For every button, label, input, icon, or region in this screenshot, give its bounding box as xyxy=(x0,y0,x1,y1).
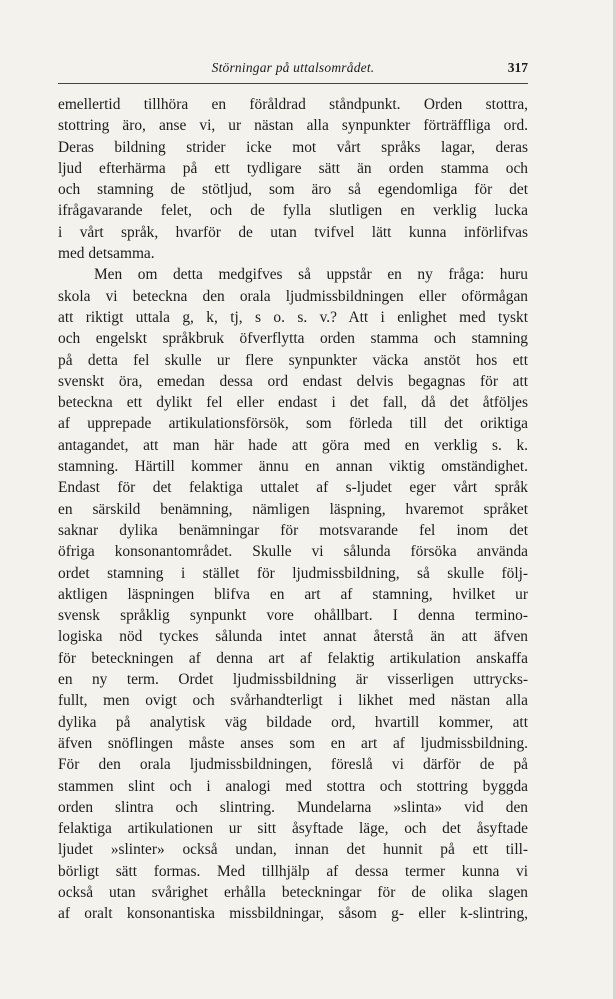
text-line: ifrågavarande felet, och de fylla slutligen en verklig lucka xyxy=(58,202,528,220)
text-line: börligt sätt formas. Med tillhjälp af dessa termer kunna vi xyxy=(58,862,528,880)
body-text xyxy=(58,94,528,925)
text-line: öfriga konsonantområdet. Skulle vi sålunda försöka använda xyxy=(58,543,528,561)
text-line: saknar dylika benämningar för motsvarande fel inom det xyxy=(58,521,528,539)
text-line: emellertid tillhöra en föråldrad ståndpunkt. Orden stottra, xyxy=(58,96,528,113)
text-line: ljudet »slinter» också undan, innan det hunnit på ett till- xyxy=(58,841,528,859)
text-line: Endast för det felaktiga uttalet af s-ljudet eger vårt språk xyxy=(58,479,528,497)
text-line: felaktiga artikulationen ur sitt åsyftade läge, och det åsyftade xyxy=(58,820,528,838)
text-line: fullt, men ovigt och svårhandterligt i likhet med nästan alla xyxy=(58,692,528,710)
text-line: aktligen läspningen blifva en art af stamning, hvilket ur xyxy=(58,585,528,603)
text-line: svenskt öra, emedan dessa ord endast delvis begagnas för att xyxy=(58,372,528,390)
text-line: på detta fel skulle ur flere synpunkter väcka anstöt hos ett xyxy=(58,351,528,369)
text-line: Deras bildning strider icke mot vårt språks lagar, deras xyxy=(58,138,528,156)
text-line: För den orala ljudmissbildningen, föreslå vi därför de på xyxy=(58,756,528,774)
text-line: svensk språklig synpunkt vore ohållbart. I denna termino- xyxy=(58,607,528,625)
text-line: med detsamma. xyxy=(58,245,155,263)
text-line: en särskild benämning, nämligen läspning, hvaremot språket xyxy=(58,500,528,518)
text-line: ljud efterhärma på ett tydligare sätt än orden stamma och xyxy=(58,159,528,177)
text-line: logiska nöd tyckes sålunda intet annat återstå än att äfven xyxy=(58,628,528,646)
text-line: Men om detta medgifves så uppstår en ny fråga: huru xyxy=(94,266,528,284)
text-line: beteckna ett dylikt fel eller endast i det fall, då det åtföljes xyxy=(58,394,528,412)
page-number: 317 xyxy=(507,60,528,75)
text-line: af upprepade artikulationsförsök, som förleda till det oriktiga xyxy=(58,415,528,433)
text-line: och stamning de stötljud, som äro så egendomliga för det xyxy=(58,181,528,199)
text-line: antagandet, att man här hade att göra med en verklig s. k. xyxy=(58,436,528,454)
text-line: en ny term. Ordet ljudmissbildning är visserligen uttrycks- xyxy=(58,671,528,689)
page-header xyxy=(58,60,528,82)
text-line: stamning. Härtill kommer ännu en annan viktig omständighet. xyxy=(58,458,528,476)
text-line: dylika på analytisk väg bildade ord, hvartill kommer, att xyxy=(58,713,528,731)
text-line: och engelskt språkbruk öfverflytta orden stamma och stamning xyxy=(58,330,528,348)
header-rule xyxy=(58,83,528,84)
text-line: för beteckningen af denna art af felaktig artikulation anskaffa xyxy=(58,649,528,667)
text-line: stottring äro, anse vi, ur nästan alla synpunkter förträffliga ord. xyxy=(58,117,528,135)
text-line: stammen slint och i analogi med stottra och stottring byggda xyxy=(58,777,528,795)
text-line: också utan svårighet erhålla beteckningar för de olika slagen xyxy=(58,883,528,901)
text-line: orden slintra och slintring. Mundelarna »slinta» vid den xyxy=(58,798,528,816)
running-title: Störningar på uttalsområdet. xyxy=(211,60,375,75)
text-line: af oralt konsonantiska missbildningar, såsom g- eller k-slintring, xyxy=(58,905,528,923)
text-line: i vårt språk, hvarför de utan tvifvel lätt kunna införlifvas xyxy=(58,223,528,241)
text-line: skola vi beteckna den orala ljudmissbildningen eller oförmågan xyxy=(58,287,528,305)
text-line: att riktigt uttala g, k, tj, s o. s. v.? Att i enlighet med tyskt xyxy=(58,308,528,326)
text-line: ordet stamning i stället för ljudmissbildning, så skulle följ- xyxy=(58,564,528,582)
text-line: äfven snöflingen måste anses som en art af ljudmissbildning. xyxy=(58,734,528,752)
